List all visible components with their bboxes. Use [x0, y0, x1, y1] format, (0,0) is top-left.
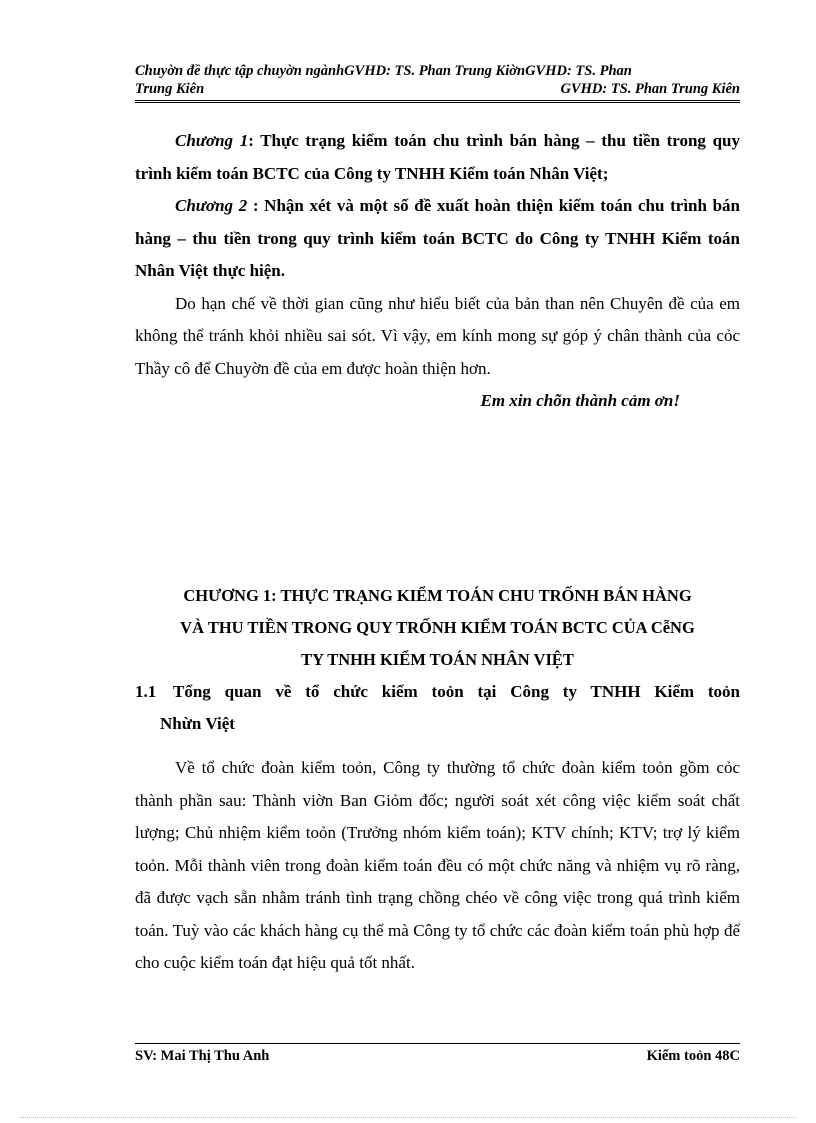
header-rule — [135, 100, 740, 103]
chapter-title — [135, 580, 740, 676]
chapter-2-summary — [135, 190, 740, 288]
header-line-1: Chuyờn đề thực tập chuyờn ngànhGVHD: TS. Phan Trung KiờnGVHD: TS. Phan — [135, 63, 632, 79]
footer-student: SV: Mai Thị Thu Anh — [135, 1048, 270, 1064]
body-paragraph: Về tổ chức đoàn kiểm toỏn, Công ty thường tổ chức đoàn kiểm toỏn gồm cỏc thành phần sau: Thành viờn Ban Giỏm đốc; người soát xét công việc kiểm soát chất lượng; Chủ nhiệm kiểm toỏn (Trưởng nhóm kiểm toán); KTV chính; KTV; trợ lý kiểm toỏn. Mỗi thành viên trong đoàn kiểm toán đều có một chức năng và nhiệm vụ rõ ràng, đã được vạch sẵn nhằm tránh tình trạng chồng chéo về công việc trong quá trình kiểm toán. Tuỳ vào các khách hàng cụ thể mà Công ty tổ chức các đoàn kiểm toán phù hợp để cho cuộc kiểm toán đạt hiệu quả tốt nhất. — [135, 758, 740, 972]
body-section — [135, 752, 740, 980]
footer-class: Kiểm toỏn 48C — [646, 1048, 740, 1064]
chapter-2-text: : Nhận xét và một số đề xuất hoàn thiện kiểm toán chu trình bán hàng – thu tiền trong quy trình kiểm toán BCTC do Công ty TNHH Kiểm toán Nhân Việt thực hiện. — [135, 196, 741, 280]
header-line-2 — [135, 80, 740, 98]
chapter-1-label: Chương 1 — [175, 131, 249, 150]
thanks-line: Em xin chõn thành cảm ơn! — [480, 391, 680, 410]
intro-paragraph: Do hạn chế về thời gian cũng như hiểu biết của bản than nên Chuyên đề của em không thể tránh khỏi nhiều sai sót. Vì vậy, em kính mong sự góp ý chân thành của cỏc Thầy cô để Chuyờn đề của em được hoàn thiện hơn. — [135, 293, 740, 378]
chapter-title-line-2: VÀ THU TIỀN TRONG QUY TRỐNH KIỂM TOÁN BCTC CỦA CễNG — [180, 618, 695, 637]
section-title-line-2: Nhừn Việt — [160, 714, 235, 733]
chapter-1-summary — [135, 125, 740, 190]
section-title-line-1: Tổng quan về tổ chức kiểm toỏn tại Công ty TNHH Kiểm toỏn — [173, 682, 740, 701]
page-edge-divider — [20, 1117, 796, 1118]
header-line-2-left: Trung Kiên — [135, 81, 205, 97]
chapter-2-label: Chương 2 — [175, 196, 248, 215]
page-header — [135, 62, 740, 98]
chapter-title-line-1: CHƯƠNG 1: THỰC TRẠNG KIỂM TOÁN CHU TRỐNH BÁN HÀNG — [183, 586, 692, 605]
chapter-1-text: : Thực trạng kiểm toán chu trình bán hàng – thu tiền trong quy trình kiểm toán BCTC của Công ty TNHH Kiểm toán Nhân Việt; — [135, 131, 740, 183]
chapter-title-line-3: TY TNHH KIỂM TOÁN NHÂN VIỆT — [301, 650, 574, 669]
header-line-2-right: GVHD: TS. Phan Trung Kiên — [560, 81, 740, 97]
section-number: 1.1 — [135, 682, 157, 701]
page-footer — [135, 1048, 740, 1065]
intro-section — [135, 125, 740, 418]
footer-rule — [135, 1043, 740, 1044]
section-heading — [135, 676, 740, 740]
